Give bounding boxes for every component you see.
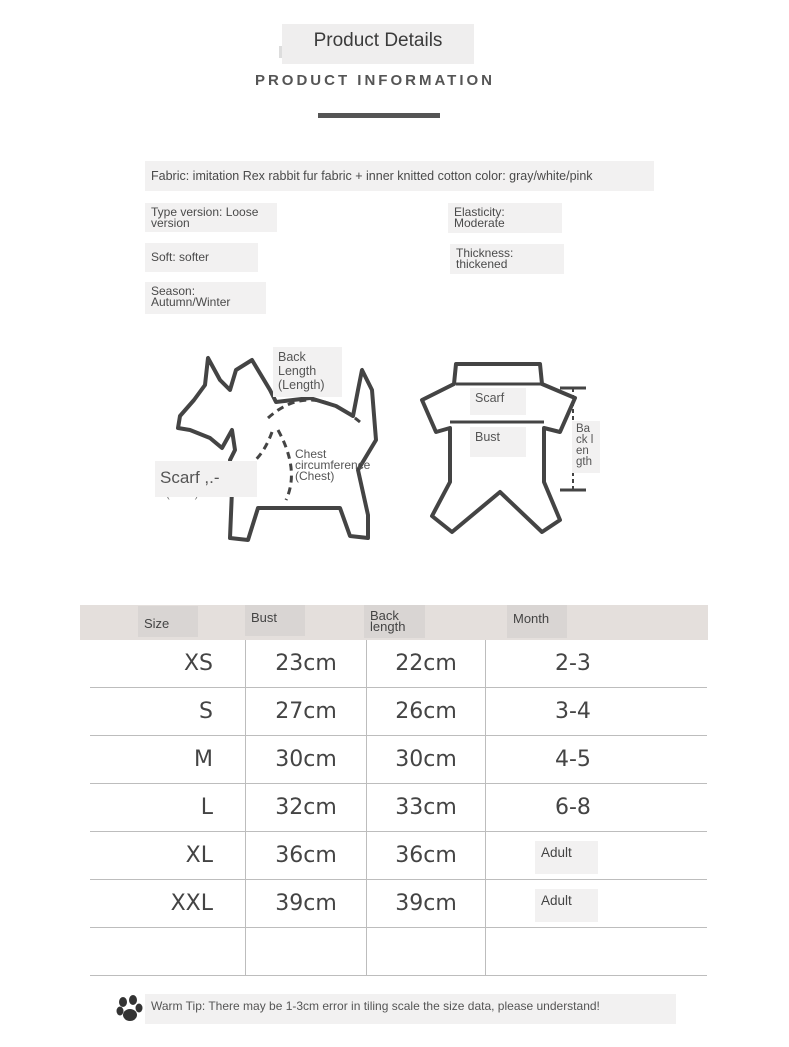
cell-size: L xyxy=(90,784,246,832)
page-title: Product Details xyxy=(313,30,443,51)
cell-bust: 30cm xyxy=(246,736,367,784)
table-row xyxy=(90,736,707,784)
cell-back-length: 33cm xyxy=(367,784,486,832)
dog-back-length-label: Back Length (Length) xyxy=(273,347,342,397)
cell-month: 6-8 xyxy=(486,784,708,832)
table-row-empty xyxy=(90,928,707,976)
dog-scarf-label: Scarf ,.- xyxy=(155,461,257,497)
cell-month: Adult xyxy=(535,841,598,874)
cell-back-length: 30cm xyxy=(367,736,486,784)
subtitle-underline xyxy=(318,113,440,118)
title-box xyxy=(282,24,474,64)
garment-back-length-label: Ba ck len gth xyxy=(572,421,600,473)
cell-back-length: 22cm xyxy=(367,640,486,688)
cell-size: XXL xyxy=(90,880,246,928)
measurement-diagram xyxy=(150,340,630,560)
cell-month: 4-5 xyxy=(486,736,708,784)
elasticity-info: Elasticity: Moderate xyxy=(448,203,562,233)
cell-bust: 23cm xyxy=(246,640,367,688)
dog-chest-label: Chest circumference (Chest) xyxy=(295,447,371,483)
season-info: Season: Autumn/Winter xyxy=(145,282,266,314)
header-back-length: Back length xyxy=(364,605,425,638)
cell-month: 3-4 xyxy=(486,688,708,736)
cell-size: XL xyxy=(90,832,246,880)
cell-month: 2-3 xyxy=(486,640,708,688)
size-table xyxy=(90,640,707,976)
thickness-info: Thickness: thickened xyxy=(450,244,564,274)
title-tick xyxy=(279,46,282,58)
cell-back-length: 36cm xyxy=(367,832,486,880)
garment-bust-label: Bust xyxy=(470,427,526,457)
cell-size: XS xyxy=(90,640,246,688)
cell-size: M xyxy=(90,736,246,784)
paw-icon xyxy=(115,994,145,1024)
cell-bust: 27cm xyxy=(246,688,367,736)
table-row xyxy=(90,832,707,880)
table-row xyxy=(90,640,707,688)
header-size: Size xyxy=(138,606,198,637)
cell-size: S xyxy=(90,688,246,736)
table-row xyxy=(90,688,707,736)
fabric-info: Fabric: imitation Rex rabbit fur fabric + inner knitted cotton color: gray/white/pink xyxy=(145,161,654,191)
cell-back-length: 39cm xyxy=(367,880,486,928)
soft-info: Soft: softer xyxy=(145,243,258,272)
cell-bust: 39cm xyxy=(246,880,367,928)
header-month: Month xyxy=(507,605,567,638)
header-bust: Bust xyxy=(245,605,305,636)
table-row xyxy=(90,784,707,832)
table-row xyxy=(90,880,707,928)
page-subtitle: PRODUCT INFORMATION xyxy=(254,72,496,89)
cell-back-length: 26cm xyxy=(367,688,486,736)
cell-bust: 32cm xyxy=(246,784,367,832)
cell-month: Adult xyxy=(535,889,598,922)
warm-tip: Warm Tip: There may be 1-3cm error in tiling scale the size data, please understand! xyxy=(145,994,676,1024)
type-version-info: Type version: Loose version xyxy=(145,203,277,232)
cell-bust: 36cm xyxy=(246,832,367,880)
garment-scarf-label: Scarf xyxy=(470,388,526,415)
